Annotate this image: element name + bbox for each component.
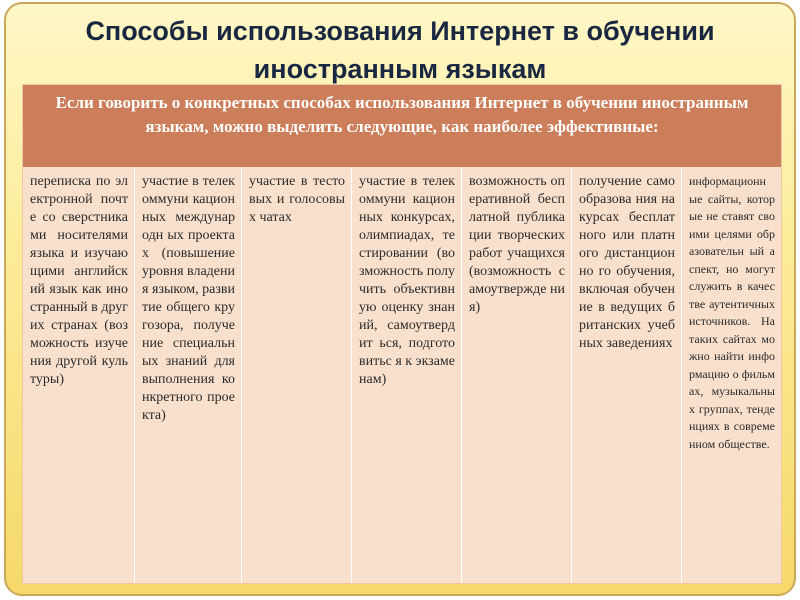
methods-table bbox=[22, 84, 782, 584]
table-cell-chats: участие в тестовых и голосовых чатах bbox=[242, 167, 352, 583]
table-row bbox=[23, 167, 781, 583]
table-cell-info-sites: информационн ые сайты, которые не ставят своими целями образовательн ый аспект, но могут служить в качестве аутентичных источников. На таких сайтах можно найти информацию о фильмах, музыкальных группах, тенденциях в современном обществе. bbox=[689, 174, 775, 451]
table-cell-email-correspondence: переписка по электронной почте со сверстниками носителями языка и изучающими английский язык как иностранный в других странах (возможность изучения другой культуры) bbox=[23, 167, 135, 583]
slide bbox=[4, 2, 796, 596]
table-header: Если говорить о конкретных способах использования Интернет в обучении иностранным языкам, можно выделить следующие, как наиболее эффективные: bbox=[23, 85, 781, 167]
table-cell-contests: участие в телекоммуни кационных конкурсах, олимпиадах, тестировании (возможность получить объективную оценку знаний, самоутвердит ься, подготовитьс я к экзаменам) bbox=[352, 167, 462, 583]
table-cell-telecom-projects: участие в телекоммуни кационных международн ых проектах (повышение уровня владения языком, развитие общего кругозора, получение специальных знаний для выполнения конкретного проекта) bbox=[135, 167, 242, 583]
table-cell-distance-learning: получение самообразова ния на курсах бесплатного или платного дистанционно го обучения, включая обучение в ведущих британских учебных заведениях bbox=[572, 167, 682, 583]
slide-title: Способы использования Интернет в обучении иностранным языкам bbox=[85, 16, 715, 84]
table-cell-publications: возможность оперативной бесплатной публикации творческих работ учащихся (возможность самоутвержде ния) bbox=[462, 167, 572, 583]
